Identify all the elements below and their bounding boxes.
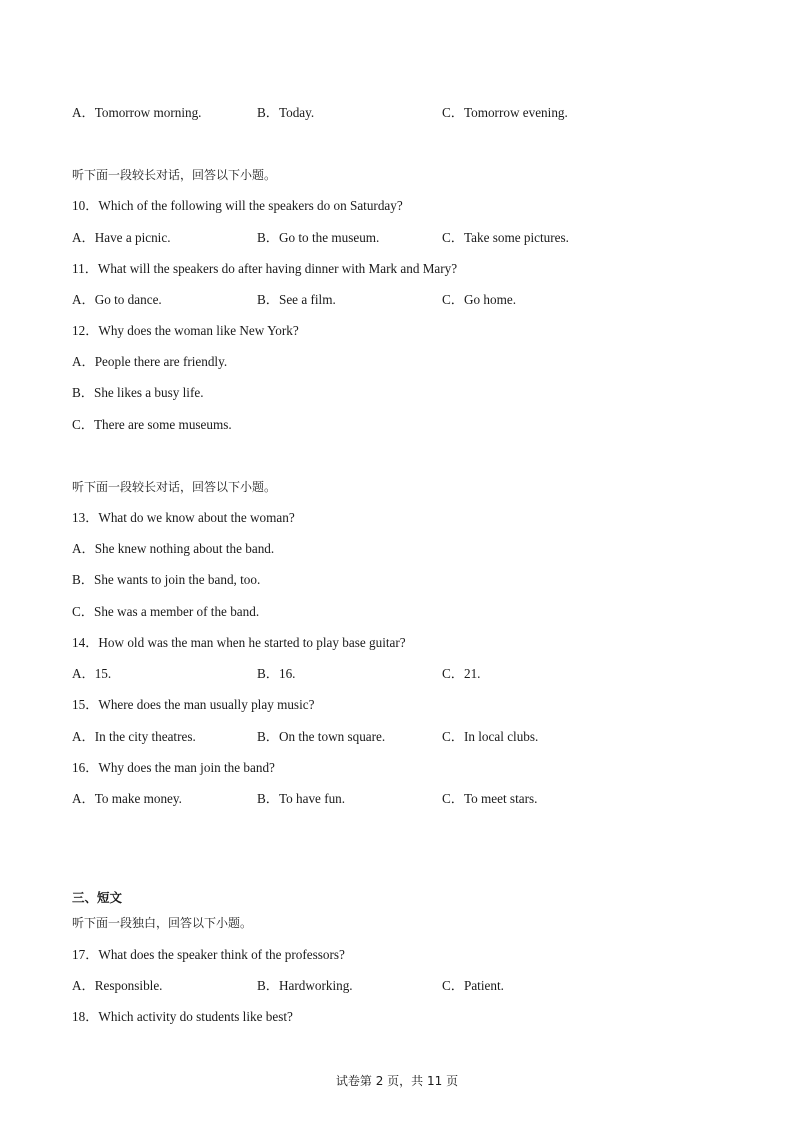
q14-option-b: B．16. <box>257 666 296 681</box>
q13-option-b: B．She wants to join the band, too. <box>72 572 261 587</box>
q15-option-a: A．In the city theatres. <box>72 729 196 744</box>
q17-option-c: C．Patient. <box>442 978 504 993</box>
q14-option-a: A．15. <box>72 666 112 681</box>
q17-option-b: B．Hardworking. <box>257 978 353 993</box>
question-16: 16．Why does the man join the band? <box>72 760 275 775</box>
q10-option-a: A．Have a picnic. <box>72 230 171 245</box>
q16-option-a: A．To make money. <box>72 791 182 806</box>
q13-option-c: C．She was a member of the band. <box>72 604 260 619</box>
q17-option-a: A．Responsible. <box>72 978 163 993</box>
part-heading: 三、短文 <box>72 890 123 905</box>
question-17: 17．What does the speaker think of the professors? <box>72 947 345 962</box>
q9-option-a: A．Tomorrow morning. <box>72 105 202 120</box>
question-13: 13．What do we know about the woman? <box>72 510 295 525</box>
q9-option-c: C．Tomorrow evening. <box>442 105 568 120</box>
q10-option-b: B．Go to the museum. <box>257 230 380 245</box>
question-10: 10．Which of the following will the speakers do on Saturday? <box>72 198 403 213</box>
q12-option-b: B．She likes a busy life. <box>72 385 204 400</box>
q11-option-b: B．See a film. <box>257 292 336 307</box>
q16-option-b: B．To have fun. <box>257 791 346 806</box>
q15-option-b: B．On the town square. <box>257 729 386 744</box>
q10-option-c: C．Take some pictures. <box>442 230 569 245</box>
section-instruction: 听下面一段独白，回答以下小题。 <box>72 916 253 930</box>
q11-option-a: A．Go to dance. <box>72 292 162 307</box>
section-instruction: 听下面一段较长对话，回答以下小题。 <box>72 480 277 494</box>
q12-option-a: A．People there are friendly. <box>72 354 228 369</box>
q11-option-c: C．Go home. <box>442 292 516 307</box>
q12-option-c: C．There are some museums. <box>72 417 232 432</box>
q16-option-c: C．To meet stars. <box>442 791 538 806</box>
question-15: 15．Where does the man usually play music? <box>72 697 315 712</box>
q14-option-c: C．21. <box>442 666 481 681</box>
page-footer: 试卷第 2 页，共 11 页 <box>335 1074 459 1088</box>
q9-option-b: B．Today. <box>257 105 315 120</box>
section-instruction: 听下面一段较长对话，回答以下小题。 <box>72 168 277 182</box>
question-14: 14．How old was the man when he started to play base guitar? <box>72 635 406 650</box>
q15-option-c: C．In local clubs. <box>442 729 539 744</box>
q13-option-a: A．She knew nothing about the band. <box>72 541 275 556</box>
question-12: 12．Why does the woman like New York? <box>72 323 299 338</box>
question-11: 11．What will the speakers do after having dinner with Mark and Mary? <box>72 261 458 276</box>
question-18: 18．Which activity do students like best? <box>72 1009 293 1024</box>
